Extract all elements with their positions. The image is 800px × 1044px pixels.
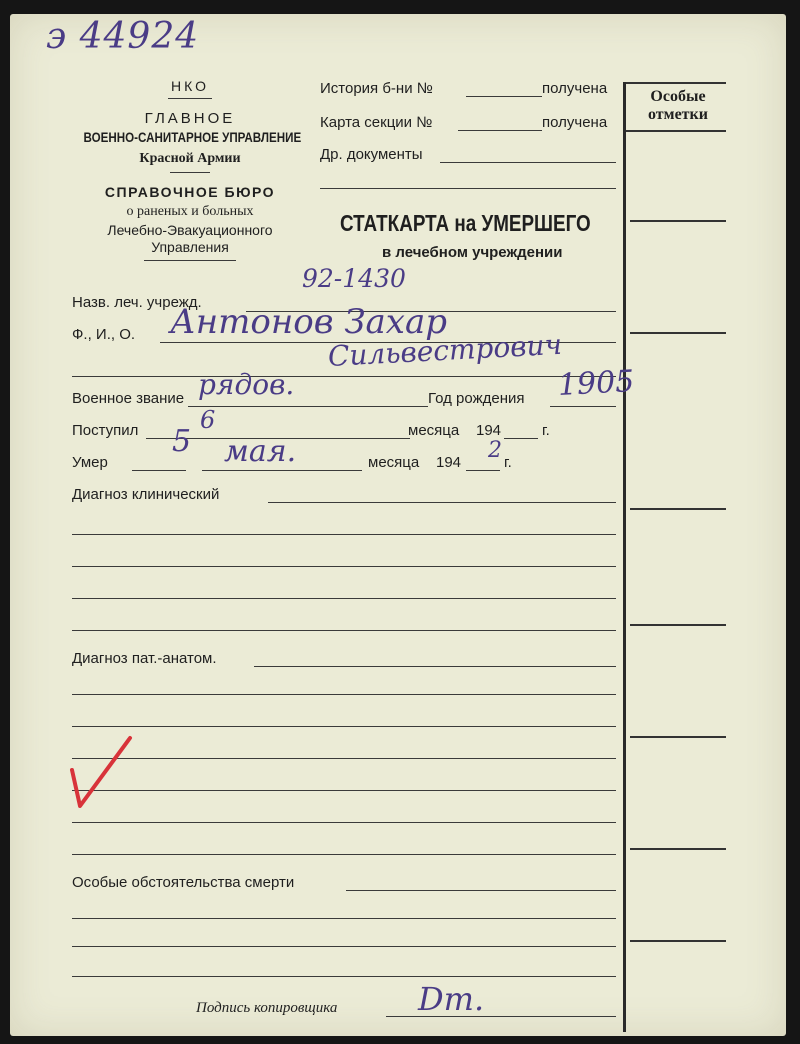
card-status: получена xyxy=(542,114,608,131)
side-rule xyxy=(630,624,726,626)
circumstances-line xyxy=(72,946,616,947)
header-bureau: СПРАВОЧНОЕ БЮРО xyxy=(104,184,276,200)
check-mark-icon xyxy=(66,734,136,814)
admitted-month-label: месяца xyxy=(408,422,460,439)
admitted-day: 6 xyxy=(200,406,216,434)
divider xyxy=(170,172,210,173)
admitted-year-line xyxy=(504,438,538,439)
card-title: СТАТКАРТА на УМЕРШЕГО xyxy=(340,210,591,236)
died-day: 5 xyxy=(172,424,192,459)
side-rule xyxy=(630,220,726,222)
signature-label: Подпись копировщика xyxy=(196,1000,338,1016)
header-evac: Лечебно-Эвакуационного xyxy=(107,222,273,238)
died-year-suffix: г. xyxy=(504,454,512,471)
rank-line xyxy=(188,406,428,407)
divider xyxy=(168,98,212,99)
died-month-label: месяца xyxy=(368,454,420,471)
other-docs-label: Др. документы xyxy=(320,146,423,163)
fio-value: Антонов Захар xyxy=(170,302,447,342)
circumstances-label: Особые обстоятельства смерти xyxy=(72,874,295,891)
birth-value: 1905 xyxy=(557,364,636,403)
archive-number: э 44924 xyxy=(46,16,200,57)
side-rule xyxy=(630,848,726,850)
admitted-label: Поступил xyxy=(72,422,139,439)
side-rule xyxy=(630,736,726,738)
fio-label: Ф., И., О. xyxy=(72,326,136,343)
diag-path-line xyxy=(72,694,616,695)
signature-value: Dт. xyxy=(418,980,485,1018)
diag-path-line xyxy=(72,790,616,791)
side-rule xyxy=(626,130,726,132)
header-nko: НКО xyxy=(171,78,209,94)
record-card xyxy=(10,14,786,1036)
died-year-prefix: 194 xyxy=(436,454,462,471)
side-title: Особые xyxy=(650,88,706,105)
diag-clinical-line xyxy=(72,630,616,631)
rank-value: рядов. xyxy=(198,368,295,401)
rank-label: Военное звание xyxy=(72,390,185,407)
divider xyxy=(144,260,236,261)
birth-label: Год рождения xyxy=(428,390,525,407)
card-number-line xyxy=(458,130,542,131)
diag-path-line xyxy=(72,822,616,823)
header-wounded: о раненых и больных xyxy=(126,204,254,219)
circumstances-line xyxy=(72,976,616,977)
admitted-year-prefix: 194 xyxy=(476,422,502,439)
institution-value: 92-1430 xyxy=(302,264,406,293)
died-year-digit: 2 xyxy=(488,438,502,463)
diag-clinical-line xyxy=(72,534,616,535)
died-year-line xyxy=(466,470,500,471)
diag-path-line xyxy=(72,854,616,855)
diag-path-line xyxy=(72,758,616,759)
side-title-2: отметки xyxy=(648,106,708,123)
diag-path-line xyxy=(254,666,616,667)
card-label: Карта секции № xyxy=(320,114,433,131)
side-column-border xyxy=(623,82,626,1032)
header-army: Красной Армии xyxy=(139,151,241,166)
diag-clinical-line xyxy=(268,502,616,503)
header-glavnoe: ГЛАВНОЕ xyxy=(144,110,236,127)
institution-label: Назв. леч. учрежд. xyxy=(72,294,202,311)
diag-clinical-line xyxy=(72,598,616,599)
died-label: Умер xyxy=(72,454,108,471)
diag-clinical-line xyxy=(72,566,616,567)
died-day-line xyxy=(132,470,186,471)
other-docs-line xyxy=(440,162,616,163)
circumstances-line xyxy=(346,890,616,891)
history-number-line xyxy=(466,96,542,97)
died-month: мая. xyxy=(224,434,297,469)
other-docs-line-2 xyxy=(320,188,616,189)
fio-line-2 xyxy=(72,376,616,377)
side-rule xyxy=(630,508,726,510)
side-rule xyxy=(630,332,726,334)
admitted-year-suffix: г. xyxy=(542,422,550,439)
birth-line xyxy=(550,406,616,407)
header-evac-2: Управления xyxy=(151,239,229,255)
history-status: получена xyxy=(542,80,608,97)
side-rule xyxy=(630,940,726,942)
side-rule xyxy=(626,82,726,84)
circumstances-line xyxy=(72,918,616,919)
diag-clinical-label: Диагноз клинический xyxy=(72,486,220,503)
card-subtitle: в лечебном учреждении xyxy=(382,244,563,261)
diag-path-label: Диагноз пат.-анатом. xyxy=(72,650,217,667)
diag-path-line xyxy=(72,726,616,727)
header-directorate: ВОЕННО-САНИТАРНОЕ УПРАВЛЕНИЕ xyxy=(83,130,302,145)
fio-value-2: Сильвестрович xyxy=(327,327,563,373)
died-month-line xyxy=(202,470,362,471)
history-label: История б-ни № xyxy=(320,80,433,97)
